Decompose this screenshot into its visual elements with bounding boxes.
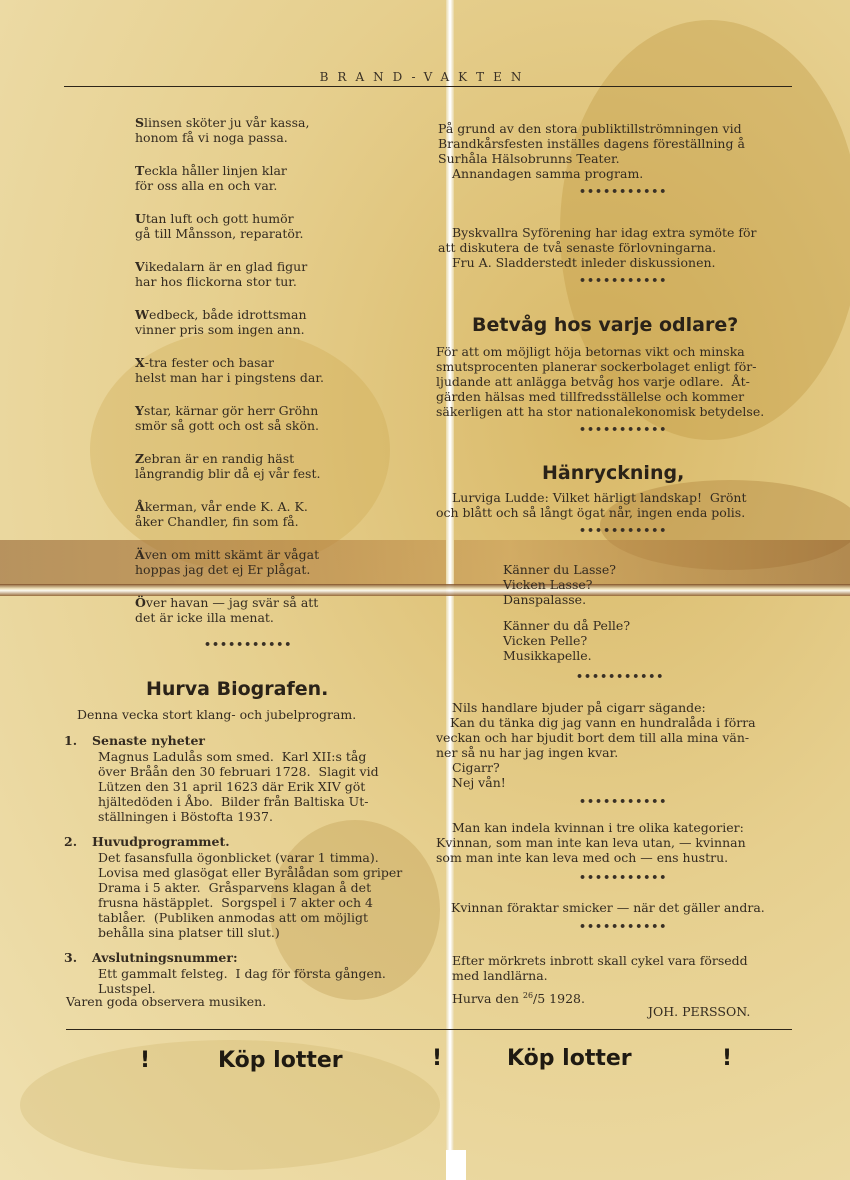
bottom-rule: [66, 1029, 792, 1030]
dialog-line: Danspalasse.: [503, 592, 587, 607]
verse-line: åker Chandler, fin som få.: [135, 514, 299, 529]
dialog-line: Känner du Lasse?: [503, 562, 616, 577]
verse: [135, 547, 319, 577]
separator: •••••••••••: [579, 524, 668, 537]
verse: [135, 115, 309, 145]
verse-line: det är icke illa menat.: [135, 610, 274, 625]
separator: •••••••••••: [579, 274, 668, 287]
verse-line: helst man har i pingstens dar.: [135, 370, 324, 385]
betvag-line: ljudande att anlägga betvåg hos varje odlare. Åt-: [436, 374, 750, 389]
dialog-line: Känner du då Pelle?: [503, 618, 631, 633]
kvinnan-line: Kvinnan, som man inte kan leva utan, — kvinnan: [436, 835, 746, 850]
betvag-line: För att om möjligt höja betornas vikt och minska: [436, 344, 745, 359]
verse-initial: Y: [135, 403, 144, 418]
verse-line: hoppas jag det ej Er plågat.: [135, 562, 311, 577]
betvag-line: gärden hälsas med tillfredsställelse och kommer: [436, 389, 745, 404]
program-heading: Avslutningsnummer:: [92, 950, 238, 965]
notice-line: Brandkårsfesten inställes dagens föreställning å: [438, 136, 745, 151]
program-line: hjältedöden i Åbo. Bilder från Baltiska Ut-: [98, 794, 369, 809]
program-number: 1.: [64, 733, 78, 748]
cigarr-line: Cigarr?: [452, 760, 500, 775]
verse-line: tan luft och gott humör: [145, 211, 294, 226]
verse-initial: Z: [135, 451, 145, 466]
program-line: Ett gammalt felsteg. I dag för första gången.: [98, 966, 386, 981]
paper-tear: [446, 1150, 466, 1180]
verse-line: ven om mitt skämt är vågat: [144, 547, 320, 562]
biografen-closing: Varen goda observera musiken.: [66, 994, 267, 1009]
verse-line: har hos flickorna stor tur.: [135, 274, 297, 289]
separator: •••••••••••: [579, 185, 668, 198]
dialog-line: Musikkapelle.: [503, 648, 592, 663]
hanryck-line: Lurviga Ludde: Vilket härligt landskap! Grönt: [452, 490, 747, 505]
betvag-line: säkerligen att ha stor nationalekonomisk betydelse.: [436, 404, 765, 419]
verse-line: eckla håller linjen klar: [144, 163, 287, 178]
separator: •••••••••••: [579, 423, 668, 436]
program-line: Lustspel.: [98, 981, 156, 996]
program-line: Lützen den 31 april 1623 där Erik XIV göt: [98, 779, 366, 794]
hanryckning-title: Hänryckning,: [542, 462, 685, 484]
program-line: frusna hästäpplet. Sorgspel i 7 akter och 4: [98, 895, 373, 910]
kvinnan-line: som man inte kan leva med och — ens hustru.: [436, 850, 729, 865]
verse-line: för oss alla en och var.: [135, 178, 278, 193]
verse-line: linsen sköter ju vår kassa,: [144, 115, 310, 130]
signature: JOH. PERSSON.: [648, 1004, 751, 1019]
verse-line: gå till Månsson, reparatör.: [135, 226, 304, 241]
verse-line: vinner pris som ingen ann.: [135, 322, 305, 337]
verse-line: kerman, vår ende K. A. K.: [144, 499, 308, 514]
notice-line: Byskvallra Syförening har idag extra symöte för: [452, 225, 757, 240]
verse-initial: S: [135, 115, 145, 130]
top-rule: [64, 86, 792, 87]
verse: [135, 451, 320, 481]
verse-initial: W: [135, 307, 150, 322]
separator: •••••••••••: [579, 795, 668, 808]
date-label: Hurva den: [452, 991, 519, 1007]
masthead-title: BRAND-VAKTEN: [319, 70, 531, 84]
date-rest: /5 1928.: [533, 991, 585, 1007]
verse: [135, 355, 324, 385]
verse-line: edbeck, både idrottsman: [149, 307, 307, 322]
verse-line: långrandig blir då ej vår fest.: [135, 466, 321, 481]
hanryck-line: och blått och så långt ögat når, ingen enda polis.: [436, 505, 746, 520]
separator: •••••••••••: [576, 670, 665, 683]
footer-bang-2: !: [432, 1046, 443, 1071]
program-line: Magnus Ladulås som smed. Karl XII:s tåg: [98, 749, 367, 764]
program-line: Det fasansfulla ögonblicket (varar 1 timma).: [98, 850, 379, 865]
verse-initial: Ä: [135, 547, 145, 562]
verse-line: ebran är en randig häst: [144, 451, 295, 466]
kvinnan-line: Man kan indela kvinnan i tre olika kategorier:: [452, 820, 744, 835]
verse-line: star, kärnar gör herr Gröhn: [143, 403, 319, 418]
cigarr-line: veckan och har bjudit bort dem till alla mina vän-: [436, 730, 750, 745]
footer-bang-3: !: [722, 1046, 733, 1071]
verse: [135, 163, 287, 193]
program-number: 3.: [64, 950, 78, 965]
water-stain-band: [0, 540, 850, 585]
footer-lotter-2: Köp lotter: [507, 1046, 632, 1071]
verse: [135, 595, 318, 625]
verse: [135, 259, 307, 289]
verse: [135, 499, 308, 529]
dialog-line: Vicken Lasse?: [503, 577, 593, 592]
verse-initial: V: [135, 259, 145, 274]
verse-line: honom få vi noga passa.: [135, 130, 288, 145]
dialog-line: Vicken Pelle?: [503, 633, 588, 648]
separator: •••••••••••: [579, 920, 668, 933]
biografen-intro: Denna vecka stort klang- och jubelprogram.: [77, 707, 357, 722]
program-line: ställningen i Böstofta 1937.: [98, 809, 273, 824]
footer-lotter-1: Köp lotter: [218, 1048, 343, 1073]
smicker-text: Kvinnan föraktar smicker — när det gäller andra.: [451, 900, 765, 915]
morker-line: med landlärna.: [452, 968, 548, 983]
date-day: 26: [522, 991, 534, 1000]
notice-line: Surhåla Hälsobrunns Teater.: [438, 151, 620, 166]
verse-initial: Ö: [135, 595, 146, 610]
verse: [135, 307, 307, 337]
separator: •••••••••••: [579, 871, 668, 884]
footer-bang-1: !: [140, 1048, 151, 1073]
betvag-title: Betvåg hos varje odlare?: [472, 314, 739, 336]
program-line: Drama i 5 akter. Gråsparvens klagan å det: [98, 880, 372, 895]
notice-line: att diskutera de två senaste förlovningarna.: [438, 240, 717, 255]
program-line: tablåer. (Publiken anmodas att om möjligt: [98, 910, 369, 925]
verse-initial: Å: [135, 499, 145, 514]
verse-line: smör så gott och ost så skön.: [135, 418, 319, 433]
program-line: behålla sina platser till slut.): [98, 925, 280, 940]
verse-initial: X: [135, 355, 145, 370]
program-heading: Huvudprogrammet.: [92, 834, 230, 849]
program-line: Lovisa med glasögat eller Byrålådan som griper: [98, 865, 403, 880]
cigarr-line: Kan du tänka dig jag vann en hundralåda i förra: [450, 715, 756, 730]
verse-line: ver havan — jag svär så att: [145, 595, 319, 610]
cigarr-line: ner så nu har jag ingen kvar.: [436, 745, 619, 760]
verse: [135, 403, 319, 433]
notice-line: På grund av den stora publiktillströmningen vid: [438, 121, 742, 136]
verse: [135, 211, 303, 241]
dateline: [452, 988, 585, 1006]
cigarr-line: Nej vån!: [452, 775, 506, 790]
morker-line: Efter mörkrets inbrott skall cykel vara försedd: [452, 953, 748, 968]
verse-line: ikedalarn är en glad figur: [144, 259, 308, 274]
separator: •••••••••••: [204, 638, 293, 651]
program-heading: Senaste nyheter: [92, 733, 205, 748]
cigarr-line: Nils handlare bjuder på cigarr sägande:: [452, 700, 706, 715]
betvag-line: smutsprocenten planerar sockerbolaget enligt för-: [436, 359, 757, 374]
notice-line: Fru A. Sladderstedt inleder diskussionen.: [452, 255, 716, 270]
horizontal-fold: [0, 584, 850, 596]
notice-line: Annandagen samma program.: [452, 166, 644, 181]
biografen-title: Hurva Biografen.: [146, 678, 329, 700]
verse-initial: T: [135, 163, 145, 178]
program-number: 2.: [64, 834, 78, 849]
program-line: över Bråån den 30 februari 1728. Slagit vid: [98, 764, 379, 779]
verse-initial: U: [135, 211, 146, 226]
verse-line: -tra fester och basar: [144, 355, 275, 370]
